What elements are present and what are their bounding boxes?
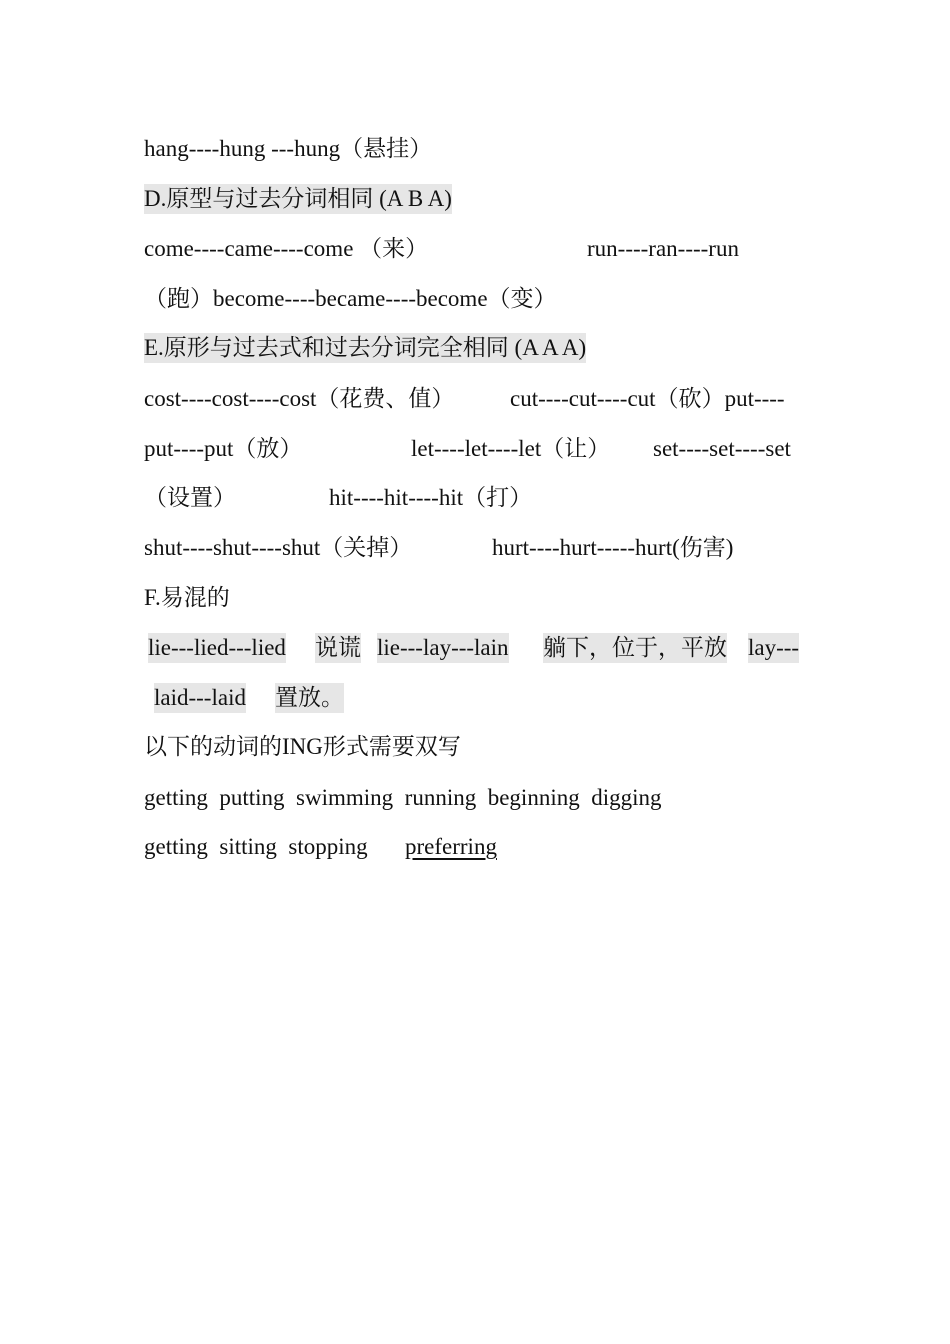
verb-lay-start: lay--- — [748, 633, 799, 663]
verb-come: come----came----come （来） — [144, 236, 429, 261]
ing-row-2 — [144, 832, 806, 862]
ing-heading — [144, 732, 806, 762]
ing-words-2: getting sitting stopping — [144, 834, 374, 859]
heading-aaa: E.原形与过去式和过去分词完全相同 (A A A) — [144, 333, 586, 363]
line-hit — [144, 483, 806, 513]
verb-hang: hang----hung ---hung（悬挂） — [144, 136, 433, 161]
verb-put: put----put（放） — [144, 436, 303, 461]
section-heading-e — [144, 333, 806, 363]
line-put-let-set — [144, 434, 806, 464]
section-heading-f — [144, 583, 806, 613]
verb-lie-lay: lie---lay---lain — [377, 633, 509, 663]
verb-cut-put: cut----cut----cut（砍）put---- — [510, 386, 785, 411]
line-laid — [144, 683, 806, 713]
verb-hurt: hurt----hurt-----hurt(伤害) — [492, 535, 734, 560]
meaning-laid: 置放。 — [275, 683, 344, 713]
verb-become: （跑）become----became----become（变） — [144, 286, 557, 311]
verb-run: run----ran----run — [587, 236, 739, 261]
line-become — [144, 284, 806, 314]
ing-row-1 — [144, 783, 806, 813]
line-cost-cut — [144, 384, 806, 414]
verb-lie-lied: lie---lied---lied — [148, 633, 286, 663]
ing-heading-text: 以下的动词的ING形式需要双写 — [144, 734, 461, 759]
heading-confusing: F.易混的 — [144, 585, 230, 610]
verb-laid: laid---laid — [154, 683, 246, 713]
line-come-run — [144, 234, 806, 264]
line-shut-hurt — [144, 533, 806, 563]
line-hang — [144, 134, 806, 164]
ing-words-1: getting putting swimming running beginning digging — [144, 785, 662, 810]
verb-shut: shut----shut----shut（关掉） — [144, 535, 413, 560]
meaning-lie-lied: 说谎 — [315, 633, 361, 663]
verb-set: set----set----set — [653, 436, 791, 461]
line-lie-lay — [144, 633, 806, 663]
section-heading-d — [144, 184, 806, 214]
verb-hit: hit----hit----hit（打） — [329, 485, 533, 510]
verb-cost: cost----cost----cost（花费、值） — [144, 386, 455, 411]
verb-let: let----let----let（让） — [411, 436, 611, 461]
heading-aba: D.原型与过去分词相同 (A B A) — [144, 184, 452, 214]
meaning-lie-lay: 躺下，位于，平放 — [543, 633, 727, 663]
meaning-set: （设置） — [144, 485, 236, 510]
ing-word-preferring: preferring — [405, 834, 497, 859]
